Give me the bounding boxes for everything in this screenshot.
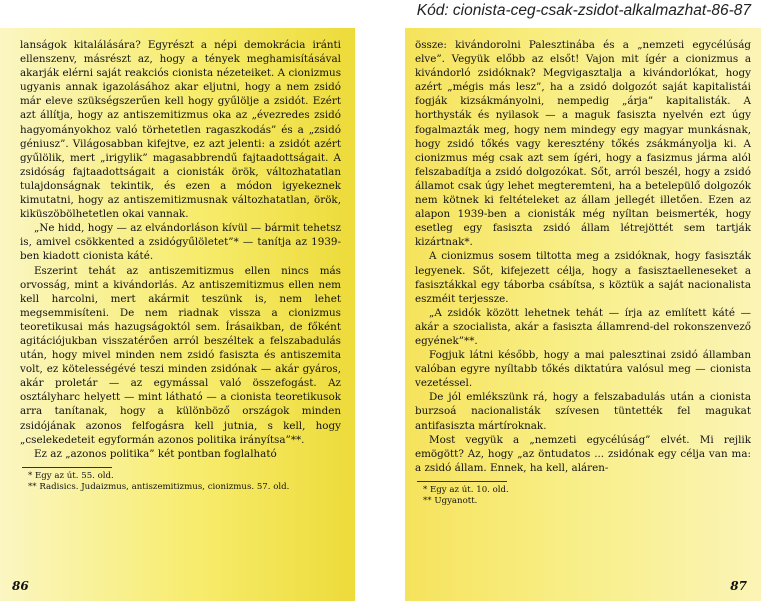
footnote: * Egy az út. 10. old. xyxy=(423,484,509,495)
right-paragraph: össze: kivándorolni Palesztinába és a „nemzeti egycélúság elve”. Vegyük előbb az elsőt! Vajon mit ígér a cionizmus a kivándorló zsidóknak? Megvigasztalja a kivándorlókat, hogy azért „mégis más lesz”, ha a zsidó dolgozót saját kapitalistái fogják kizsákmányolni, nempedig „árja” kapitalisták. A horthysták és nyilasok — a maguk fasiszta nyelvén ezt úgy fogalmazták meg, hogy nem mindegy egy magyar munkásnak, hogy zsidó tőkés vagy keresztény tőkés zsákmányolja ki. A cionizmus még csak azt sem ígéri, hogy a fasizmus járma alól felszabadítja a zsidó dolgozókat. Sőt, arról beszél, hogy a zsidó államot csak úgy lehet megteremteni, ha a betelepülő dolgozók nem kötnek ki feltételeket az állam jellegét illetően. Ezen az alapon 1939-ben a cionisták még nyíltan beismerték, hogy esetleg egy fasiszta zsidó állam létrejöttét sem tartják kizártnak*. xyxy=(415,39,751,249)
footnote: * Egy az út. 55. old. xyxy=(28,470,114,481)
left-paragraph: Ez az „azonos politika” két pontban foglalható xyxy=(34,447,277,460)
right-page-body xyxy=(415,38,751,475)
page-number: 86 xyxy=(12,579,29,593)
right-page xyxy=(405,28,761,601)
left-paragraph: lanságok kitalálására? Egyrészt a népi demokrácia iránti ellenszenv, másrészt az, hogy a tények meghamisításával akarják elérni saját reakciós cionista nézeteiket. A cionizmus ugyanis annak igazolásához akar eljutni, hogy a nem zsidó már eleve szükségszerűen kell hogy gyűlölje a zsidót. Ezért azt állítja, hogy az antiszemitizmus oka az „évezredes zsidó hagyományokhoz való törhetetlen ragaszkodás” és a „zsidó géniusz”. Világosabban kifejtve, ez azt jelenti: a zsidót azért gyűlölik, mert „irigylik” magasabbrendű fajtaadottságait. A zsidóság fajtaadottságait a cionisták örök, változhatatlan tulajdonságnak tekintik, és ezen a módon igyekeznek kimutatni, hogy az antiszemitizmusnak változhatatlan, örök, kiküszöbölhetetlen okai vannak. xyxy=(20,39,341,221)
right-paragraph: Fogjuk látni később, hogy a mai palesztinai zsidó államban valóban egyre nyíltabb tőkés diktatúra valósul meg — cionista vezetéssel. xyxy=(415,349,751,390)
footnote-divider xyxy=(22,467,112,468)
right-paragraph: A cionizmus sosem tiltotta meg a zsidóknak, hogy fasiszták legyenek. Sőt, kifejezett célja, hogy a fasisztaelleneseket a fasisztákkal egy táborba csábítsa, s köztük a saját nacionalista eszméit terjessze. xyxy=(415,250,751,305)
left-page-body xyxy=(20,38,341,461)
right-paragraph: Most vegyük a „nemzeti egycélúság” elvét. Mi rejlik emögött? Az, hogy „az öntudatos ... zsidónak egy célja van ma: a zsidó állam. Ennek, ha kell, aláren- xyxy=(415,433,751,474)
left-paragraph: Eszerint tehát az antiszemitizmus ellen nincs más orvosság, mint a kivándorlás. Az antiszemitizmus ellen nem kell harcolni, mert akármit teszünk is, nem lehet megsemmisíteni. De nem riadnak vissza a cionizmus teoretikusai más hazugságoktól sem. Írásaikban, de főként agitációjukban visszatérően arról beszéltek a felszabadulás után, hogy mivel minden nem zsidó fasiszta és antiszemita volt, ez kötelességévé teszi minden zsidónak — akár gyáros, akár proletár — az egymással való összefogást. Az osztályharc helyett — mint látható — a cionista teoretikusok arra tanítanak, hogy a különböző országok minden zsidójának azonos felfogásra kell jutnia, s kell, hogy „cselekedeteit egyformán azonos politika irányítsa”**. xyxy=(20,264,341,446)
left-page xyxy=(0,28,355,601)
footnote-divider xyxy=(417,481,507,482)
right-paragraph: De jól emlékszünk rá, hogy a felszabadulás után a cionista burzsoá nacionalisták szívesen tüntették fel magukat antifasiszta mártíroknak. xyxy=(415,391,751,432)
footnote: ** Radisics. Judaizmus, antiszemitizmus, cionizmus. 57. old. xyxy=(28,481,290,492)
footnote: ** Ugyanott. xyxy=(423,495,478,506)
left-paragraph: „Ne hidd, hogy — az elvándorláson kívül — bármit tehetsz is, amivel csökkented a zsidógyűlöletet”* — tanítja az 1939-ben kiadott cionista káté. xyxy=(20,222,341,263)
right-paragraph: „A zsidók között lehetnek tehát — írja az említett káté — akár a szocialista, akár a fasiszta államrend-del rokonszenvező egyének”**. xyxy=(415,306,751,347)
page-number: 87 xyxy=(730,579,747,593)
document-code-label: Kód: cionista-ceg-csak-zsidot-alkalmazhat-86-87 xyxy=(416,2,751,19)
